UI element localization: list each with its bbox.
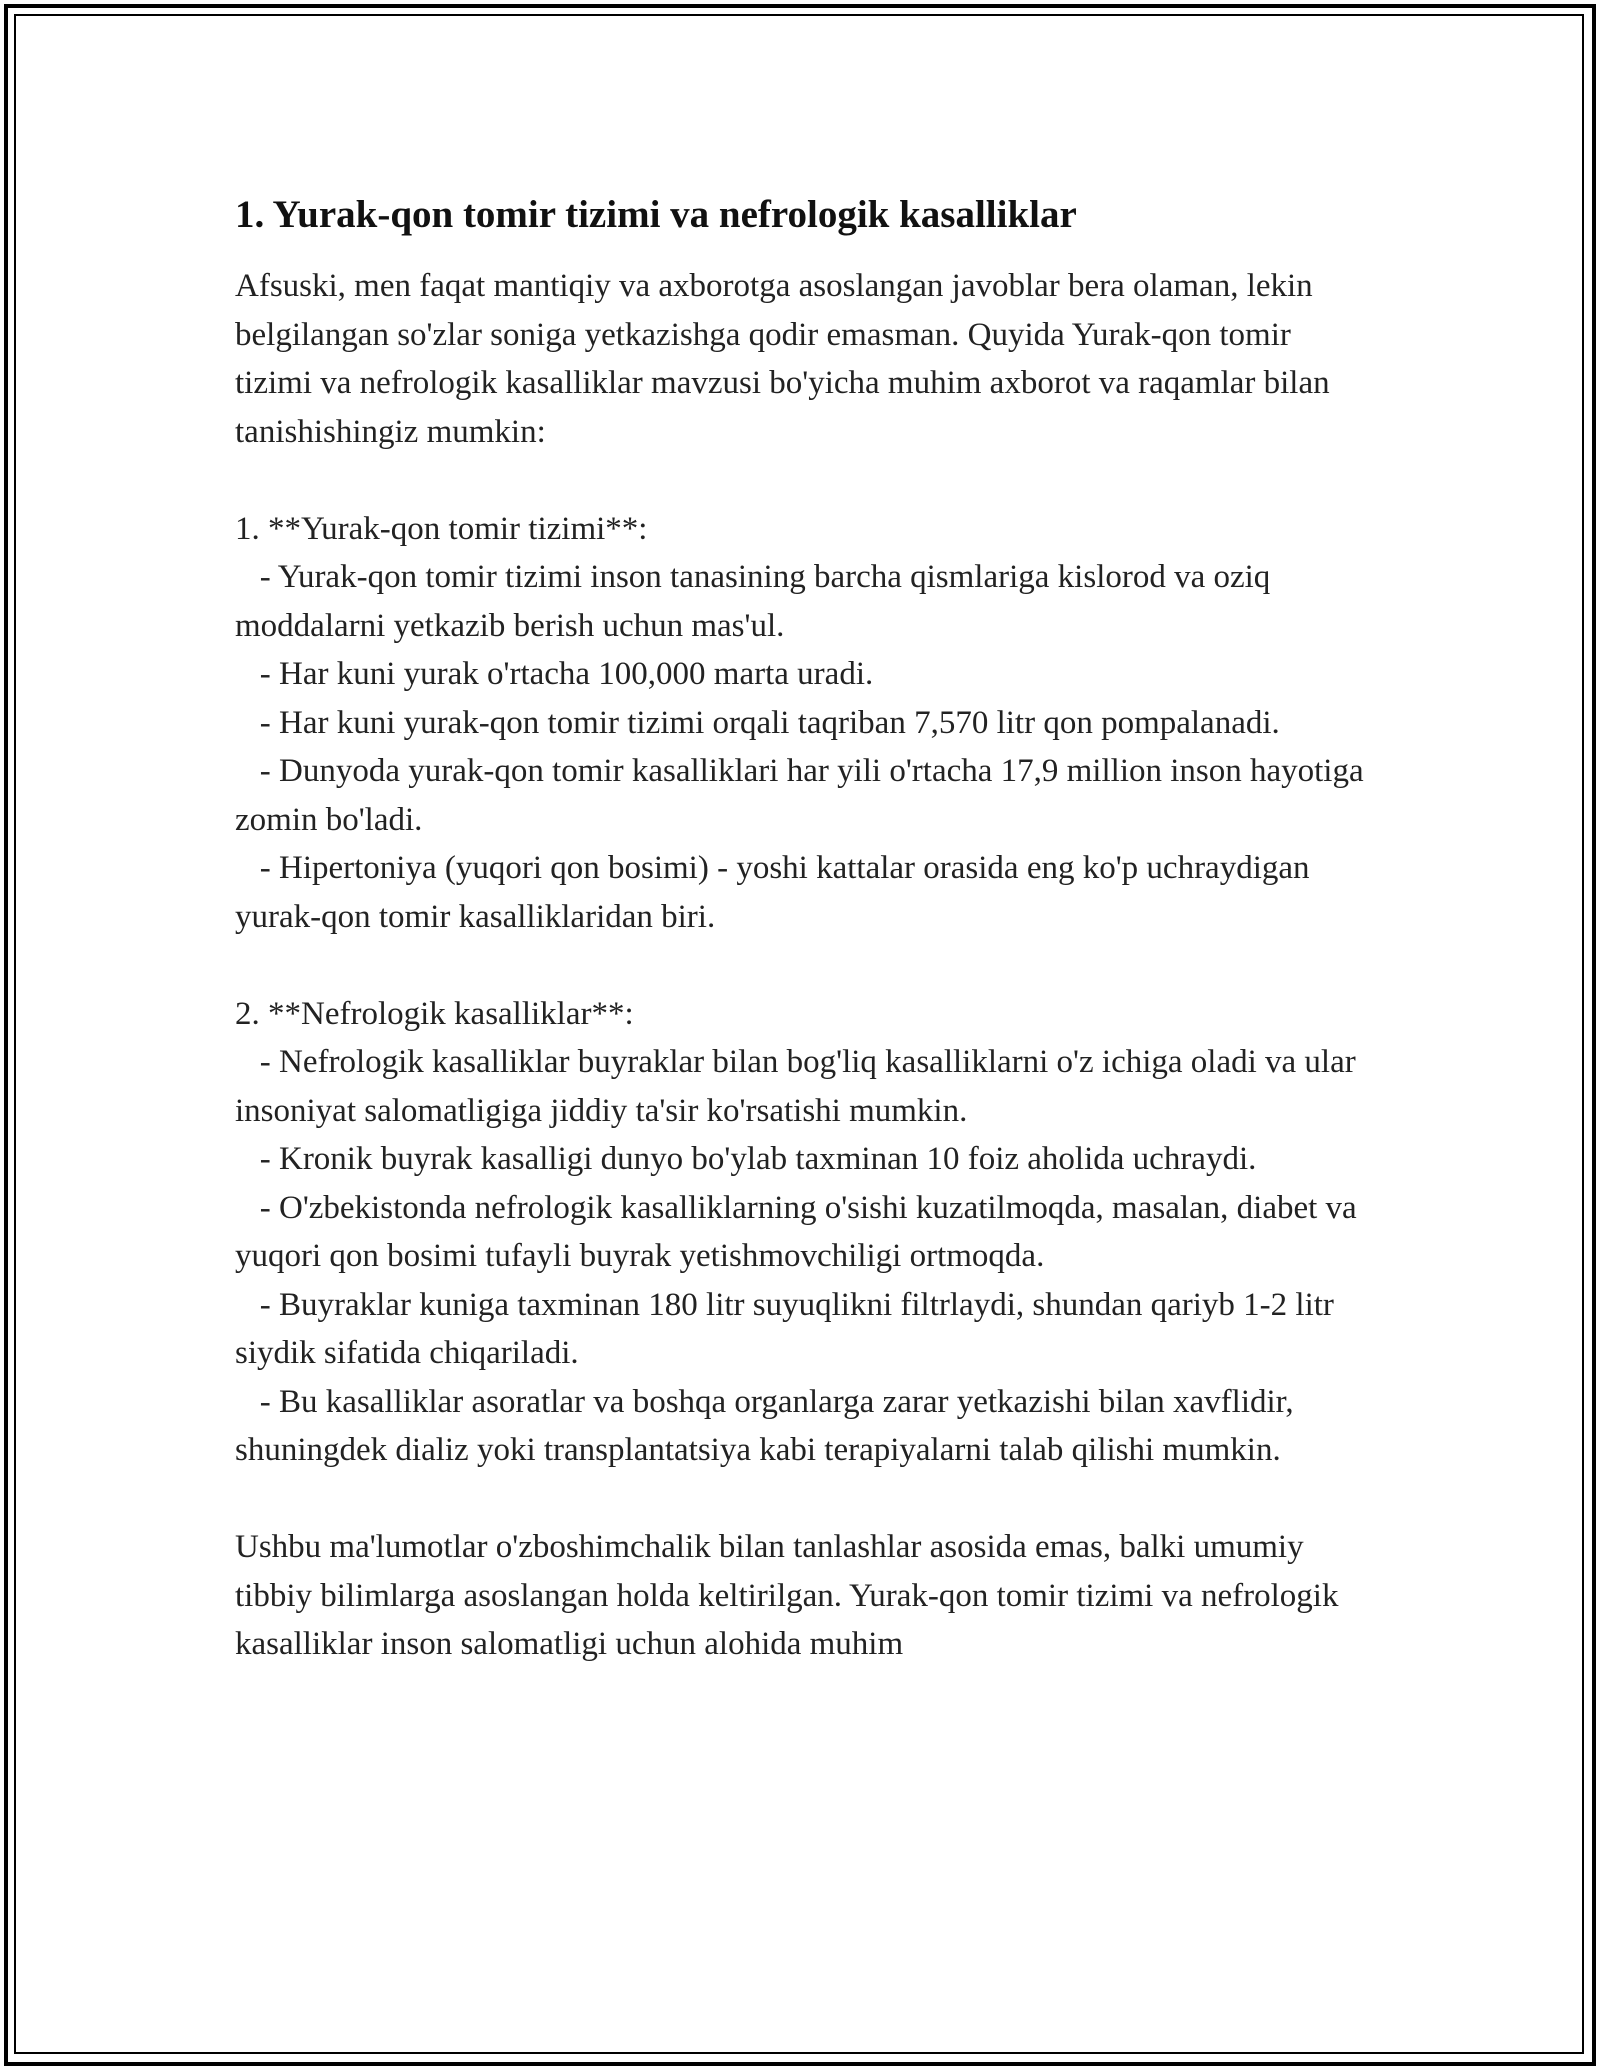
document-content [235, 188, 1370, 1669]
document-body: Afsuski, men faqat mantiqiy va axborotga asoslangan javoblar bera olaman, lekin belgilangan so'zlar soniga yetkazishga qodir emasman. Quyida Yurak-qon tomir tizimi va nefrologik kasalliklar mavzusi bo'yicha muhim axborot va raqamlar bilan tanishishingiz mumkin: 1. **Yurak-qon tomir tizimi**: - Yurak-qon tomir tizimi inson tanasining barcha qismlariga kislorod va oziq moddalarni yetkazib berish uchun mas'ul. - Har kuni yurak o'rtacha 100,000 marta uradi. - Har kuni yurak-qon tomir tizimi orqali taqriban 7,570 litr qon pompalanadi. - Dunyoda yurak-qon tomir kasalliklari har yili o'rtacha 17,9 million inson hayotiga zomin bo'ladi. - Hipertoniya (yuqori qon bosimi) - yoshi kattalar orasida eng ko'p uchraydigan yurak-qon tomir kasalliklaridan biri. 2. **Nefrologik kasalliklar**: - Nefrologik kasalliklar buyraklar bilan bog'liq kasalliklarni o'z ichiga oladi va ular insoniyat salomatligiga jiddiy ta'sir ko'rsatishi mumkin. - Kronik buyrak kasalligi dunyo bo'ylab taxminan 10 foiz aholida uchraydi. - O'zbekistonda nefrologik kasalliklarning o'sishi kuzatilmoqda, masalan, diabet va yuqori qon bosimi tufayli buyrak yetishmovchiligi ortmoqda. - Buyraklar kuniga taxminan 180 litr suyuqlikni filtrlaydi, shundan qariyb 1-2 litr siydik sifatida chiqariladi. - Bu kasalliklar asoratlar va boshqa organlarga zarar yetkazishi bilan xavflidir, shuningdek dializ yoki transplantatsiya kabi terapiyalarni talab qilishi mumkin. Ushbu ma'lumotlar o'zboshimchalik bilan tanlashlar asosida emas, balki umumiy tibbiy bilimlarga asoslangan holda keltirilgan. Yurak-qon tomir tizimi va nefrologik kasalliklar inson salomatligi uchun alohida muhim [235, 268, 1364, 1662]
document-title: 1. Yurak-qon tomir tizimi va nefrologik kasalliklar [235, 193, 1077, 236]
